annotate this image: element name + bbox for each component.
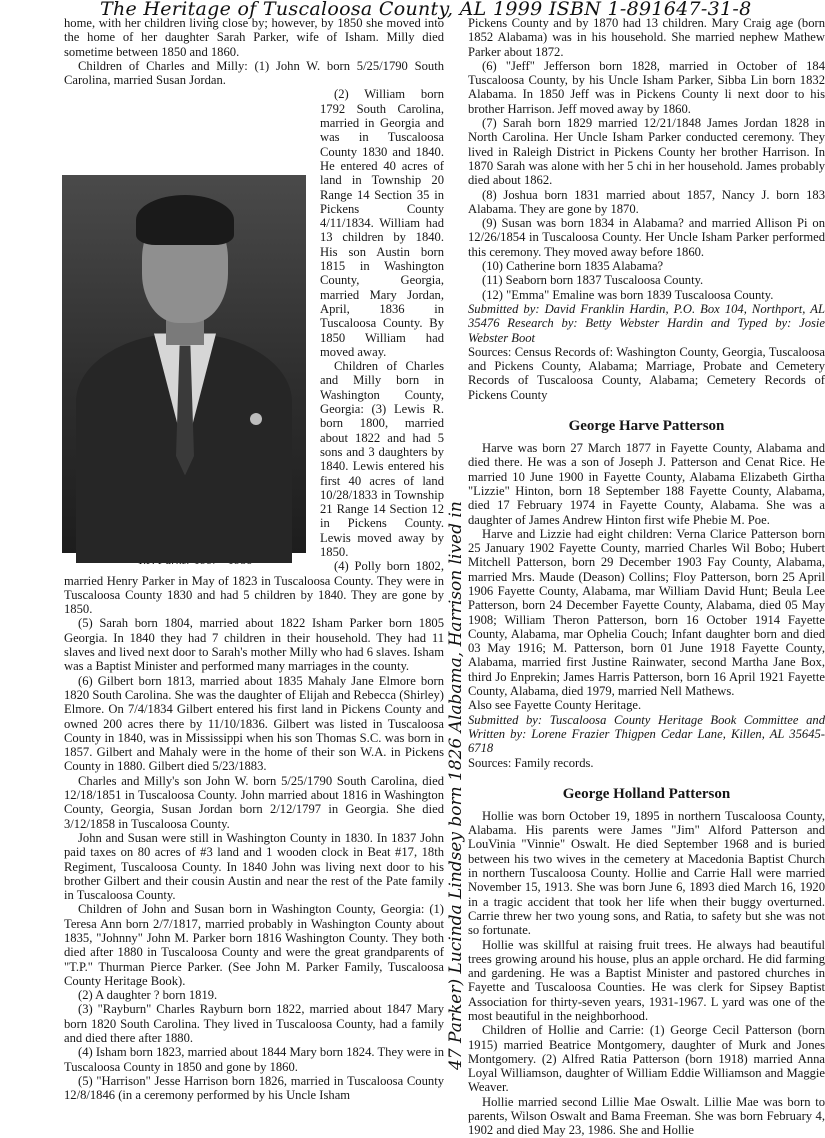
paragraph: (4) Polly born 1802, married Henry Parker in May of 1823 in Tuscaloosa County. They were in Tuscaloosa County 1830 and had 5 children by 1840. They are gone by 1850. bbox=[64, 559, 444, 617]
paragraph: Children of Charles and Milly born in Washington County, Georgia: (3) Lewis R. born 1800, married about 1822 and had 5 sons and 3 daughters by 1840. Lewis entered his first 40 acres of land 10/28/1833 in Township 21 Range 14 Section 12 in Pickens County. Lewis moved away by 1850. bbox=[320, 359, 444, 559]
paragraph: Harve was born 27 March 1877 in Fayette County, Alabama and died there. He was a son of Joseph J. Patterson and Cenat Rice. He married 10 June 1900 in Fayette County, Alabama Elizabeth Girtha "Lizzie" Hinton, born 18 September 188 Fayette County, Alabama, died 17 February 1974 in Fayette County, Alabama. She was a daughter of James Andrew Hinton first wife Phebie M. Poe. bbox=[468, 441, 825, 527]
photo-figure bbox=[62, 87, 314, 567]
sources-note: Sources: Family records. bbox=[468, 755, 594, 770]
paragraph: Children of Hollie and Carrie: (1) George Cecil Patterson (born 1915) married Beatrice Montgomery, daughter of Murk and Jones Montgomery. (2) Alfred Ratia Patterson (born 1918) married Anna Loyal Williamson, daughter of William Eddie Williamson and Maggie Weaver. bbox=[468, 1023, 825, 1095]
handwritten-header-note: The Heritage of Tuscaloosa County, AL 1999 ISBN 1-891647-31-8 bbox=[100, 0, 752, 20]
paragraph: (8) Joshua born 1831 married about 1857, Nancy J. born 183 Alabama. They are gone by 1870. bbox=[468, 187, 825, 216]
paragraph: (2) William born 1792 South Carolina, married in Georgia and was in Tuscaloosa County 1830 and 1840. He entered 40 acres of land in Township 20 Range 14 Section 35 in Pickens County 4/11/1834. William had 13 children by 1840. His son Austin born 1815 in Washington County, Georgia, married Mary Jordan, April, 1836 in Tuscaloosa County. By 1850 William had moved away. bbox=[320, 87, 444, 359]
handwritten-margin-note: 47 Parker) Lucinda Lindsey born 1826 Alabama, Harrison lived in bbox=[446, 501, 466, 1070]
section-heading: George Harve Patterson bbox=[568, 418, 725, 435]
paragraph: (11) Seaborn born 1837 Tuscaloosa County. bbox=[482, 273, 704, 288]
paragraph: (6) "Jeff" Jefferson born 1828, married in October of 184 Tuscaloosa County, by his Uncle Isham Parker, Sibba Lin born 1832 Alabama. In 1850 Jeff was in Pickens County li next door to his brother Harrison. Jeff moved away by 1860. bbox=[468, 58, 825, 116]
paragraph: Hollie was skillful at raising fruit trees. He always had beautiful trees growing around his house, plus an apple orchard. He did farming and gardening. He was a Baptist Minister and pastored churches in Fayette and Tuscaloosa Counties. He was clerk for Sipsey Baptist Association for thirty-seven years, 1931-1967. L yard was one of the most beautiful in the neighborhood. bbox=[468, 937, 825, 1023]
left-column bbox=[64, 16, 444, 1128]
paragraph: home, with her children living close by; however, by 1850 she moved into the home of her daughter Sarah Parker, wife of Isham. Milly died sometime between 1850 and 1860. bbox=[64, 16, 444, 59]
paragraph: (12) "Emma" Emaline was born 1839 Tuscaloosa County. bbox=[482, 287, 774, 302]
paragraph: (4) Isham born 1823, married about 1844 Mary born 1824. They were in Tuscaloosa County in 1850 and gone by 1860. bbox=[64, 1045, 444, 1074]
see-also-note: Also see Fayette County Heritage. bbox=[468, 698, 642, 713]
paragraph: Pickens County and by 1870 had 13 children. Mary Craig age (born 1852 Alabama) was in his household. She married nephew Mathew Parker about 1872. bbox=[468, 16, 825, 59]
paragraph: Harve and Lizzie had eight children: Verna Clarice Patterson born 25 January 1902 Fayette County, married Charles Wil Bobo; Hubert Mitchell Patterson, born 29 December 1903 Fay County, Alabama, married Mrs. Maude (Deason) Collins; Floy Patterson, born 25 April 1906 Fayette County, Alabama, mar William David Hunt; Beula Lee Patterson, born 24 December Fayette County, Alabama, died 05 May 1908; William Theron Patterson, born 16 October 1914 Fayette County, Alabama, mar Ophelia Couch; Infant daughter born and died 03 May 1916; M. Patterson, born 01 June 1918 Fayette County, Alabama, married first Justine Rainwater, second Martha Jane Box, third Jo Enprekin; James Harris Patterson, born 16 April 1921 Fayette County, Alabama, died 1979, married Nell Mathews. bbox=[468, 526, 825, 699]
submission-credit: Submitted by: Tuscaloosa County Heritage Book Committee and Written by: Lorene Frazier Thigpen Cedar Lane, Killen, AL 35645-6718 bbox=[468, 712, 825, 756]
paragraph: Hollie was born October 19, 1895 in northern Tuscaloosa County, Alabama. His parents were James "Jim" Alford Patterson and LouVinia "Vinnie" Oswalt. He died September 1968 and is buried between his two wives in the cemetery at Macedonia Baptist Church in northern Tuscaloosa County. Hollie and Carrie Hall were married November 15, 1913. She was born June 6, 1893 died March 16, 1920 in a tragic accident that took her life when their buggy overturned. Carrie threw her two young sons, and Ratia, to safety but she was not so fortunate. bbox=[468, 808, 825, 938]
paragraph: John and Susan were still in Washington County in 1830. In 1837 John paid taxes on 80 acres of #3 land and 1 wooden clock in Beat #17, 18th Regiment, Tuscaloosa County. In 1840 John was living next door to his brother Gilbert and their cousin Austin and near the rest of the Pate family in Tuscaloosa County. bbox=[64, 830, 444, 903]
paragraph: Charles and Milly's son John W. born 5/25/1790 South Carolina, died 12/18/1851 in Tuscaloosa County. John married about 1816 in Washington County, Georgia, Susan Jordan born 2/12/1797 in Georgia. She died 3/12/1858 in Tuscaloosa County. bbox=[64, 773, 444, 831]
submission-credit: Submitted by: David Franklin Hardin, P.O. Box 104, Northport, AL 35476 Research by: Betty Webster Hardin and Typed by: Josie Webster Boot bbox=[468, 301, 825, 345]
paragraph: (7) Sarah born 1829 married 12/21/1848 James Jordan 1828 in North Carolina. Her Uncle Isham Parker conducted ceremony. They lived in Raleigh District in Pickens County her brother Harrison. In 1870 Sarah was alone with her 5 chi in her household. James probably died about 1862. bbox=[468, 116, 825, 188]
paragraph: (10) Catherine born 1835 Alabama? bbox=[482, 259, 664, 274]
paragraph: Hollie married second Lillie Mae Oswalt. Lillie Mae was born to parents, Wilson Oswalt and Bama Freeman. She was born February 4, 1902 and died May 23, 1986. She and Hollie bbox=[468, 1094, 825, 1138]
section-heading: George Holland Patterson bbox=[562, 785, 731, 802]
paragraph: Children of Charles and Milly: (1) John W. born 5/25/1790 South Carolina, married Susan Jordan. bbox=[64, 58, 444, 88]
paragraph: (3) "Rayburn" Charles Rayburn born 1822, married about 1847 Mary born 1820 South Carolina. They lived in Tuscaloosa County, had a family and died there after 1880. bbox=[64, 1002, 444, 1046]
paragraph: (9) Susan was born 1834 in Alabama? and married Allison Pi on 12/26/1854 in Tuscaloosa County. Her Uncle Isham Parker performed this ceremony. They moved away before 1860. bbox=[468, 216, 825, 259]
paragraph: Children of John and Susan born in Washington County, Georgia: (1) Teresa Ann born 2/7/1817, married probably in Washington County about 1835, "Johnny" John M. Parker born 1816 Washington County. They both died after 1880 in Tuscaloosa County and were the great grandparents of "T.P." Thurman Pierce Parker. (See John M. Parker Family, Tuscaloosa County Heritage Book). bbox=[64, 902, 444, 988]
sources-note: Sources: Census Records of: Washington County, Georgia, Tuscaloosa and Pickens County, Alabama; Marriage, Probate and Cemetery Records of Tuscaloosa County, Alabama; Cemetery Records of Pickens County bbox=[468, 344, 825, 402]
right-column bbox=[468, 16, 825, 1138]
paragraph: (5) "Harrison" Jesse Harrison born 1826, married in Tuscaloosa County 12/8/1846 (in a ceremony performed by his Uncle Isham bbox=[64, 1073, 444, 1103]
paragraph: (6) Gilbert born 1813, married about 1835 Mahaly Jane Elmore born 1820 South Carolina. She was the daughter of Elijah and Rebecca (Shirley) Elmore. On 7/4/1834 Gilbert entered his first land in Pickens County and owned 200 acres there by 11/10/1836. Gilbert was listed in Tuscaloosa County in 1840, was in Mississippi when his son Thomas S.C. was born in 1857. Gilbert and Mahaly were in the home of their son W.A. in Pickens County in 1880. Gilbert died 5/23/1883. bbox=[64, 673, 444, 774]
paragraph: (5) Sarah born 1804, married about 1822 Isham Parker born 1805 Georgia. In 1840 they had 7 children in their household. They had 11 slaves and lived next door to Sarah's mother Milly who had 6 slaves. Isham was a Baptist Minister and performed many marriages in the county. bbox=[64, 616, 445, 674]
paragraph: (2) A daughter ? born 1819. bbox=[78, 988, 218, 1003]
portrait-photo bbox=[62, 175, 306, 553]
